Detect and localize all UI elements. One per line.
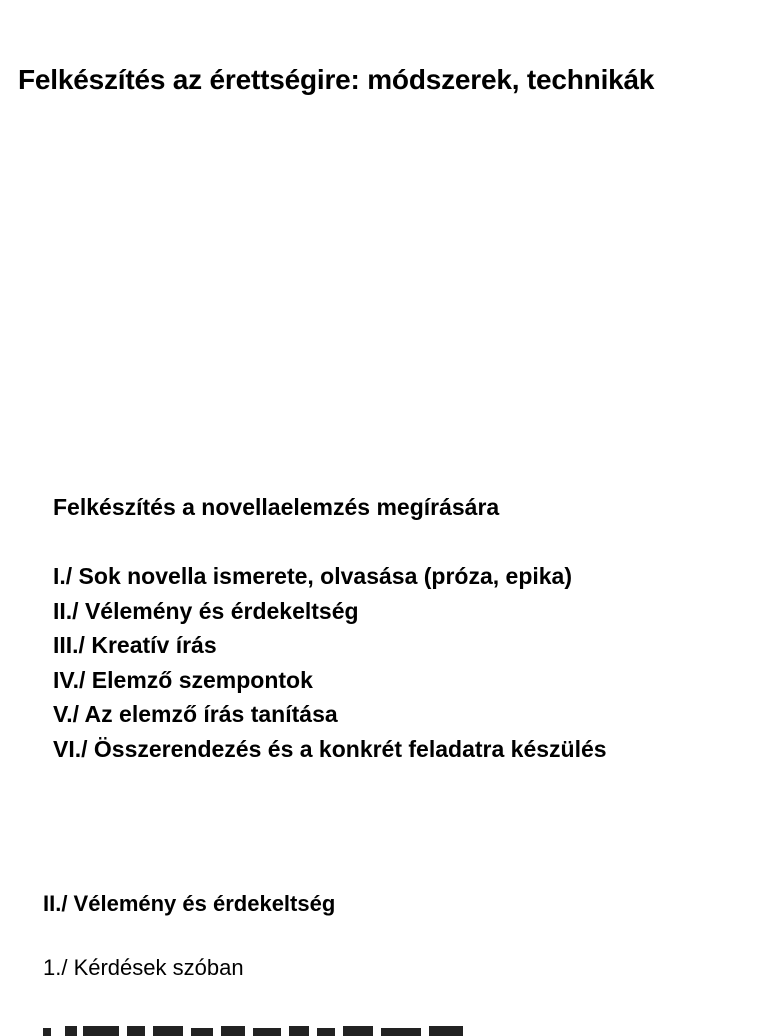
prep-section-heading: Felkészítés a novellaelemzés megírására (53, 494, 500, 520)
list-item: IV./ Elemző szempontok (53, 666, 313, 693)
detail-subheading: 1./ Kérdések szóban (43, 955, 244, 980)
list-item: V./ Az elemző írás tanítása (53, 701, 338, 727)
list-item: III./ Kreatív írás (53, 632, 217, 658)
detail-section (43, 888, 335, 984)
spacer (53, 525, 607, 560)
prep-section (53, 490, 607, 766)
cut-off-text-line (43, 1016, 463, 1036)
prep-list (53, 559, 607, 766)
list-item: I./ Sok novella ismerete, olvasása (próza, epika) (53, 563, 573, 589)
list-item: VI./ Összerendezés és a konkrét feladatra készülés (53, 735, 607, 762)
detail-section-heading: II./ Vélemény és érdekeltség (43, 891, 336, 916)
page-title: Felkészítés az érettségire: módszerek, technikák (18, 64, 655, 95)
list-item: II./ Vélemény és érdekeltség (53, 597, 359, 624)
